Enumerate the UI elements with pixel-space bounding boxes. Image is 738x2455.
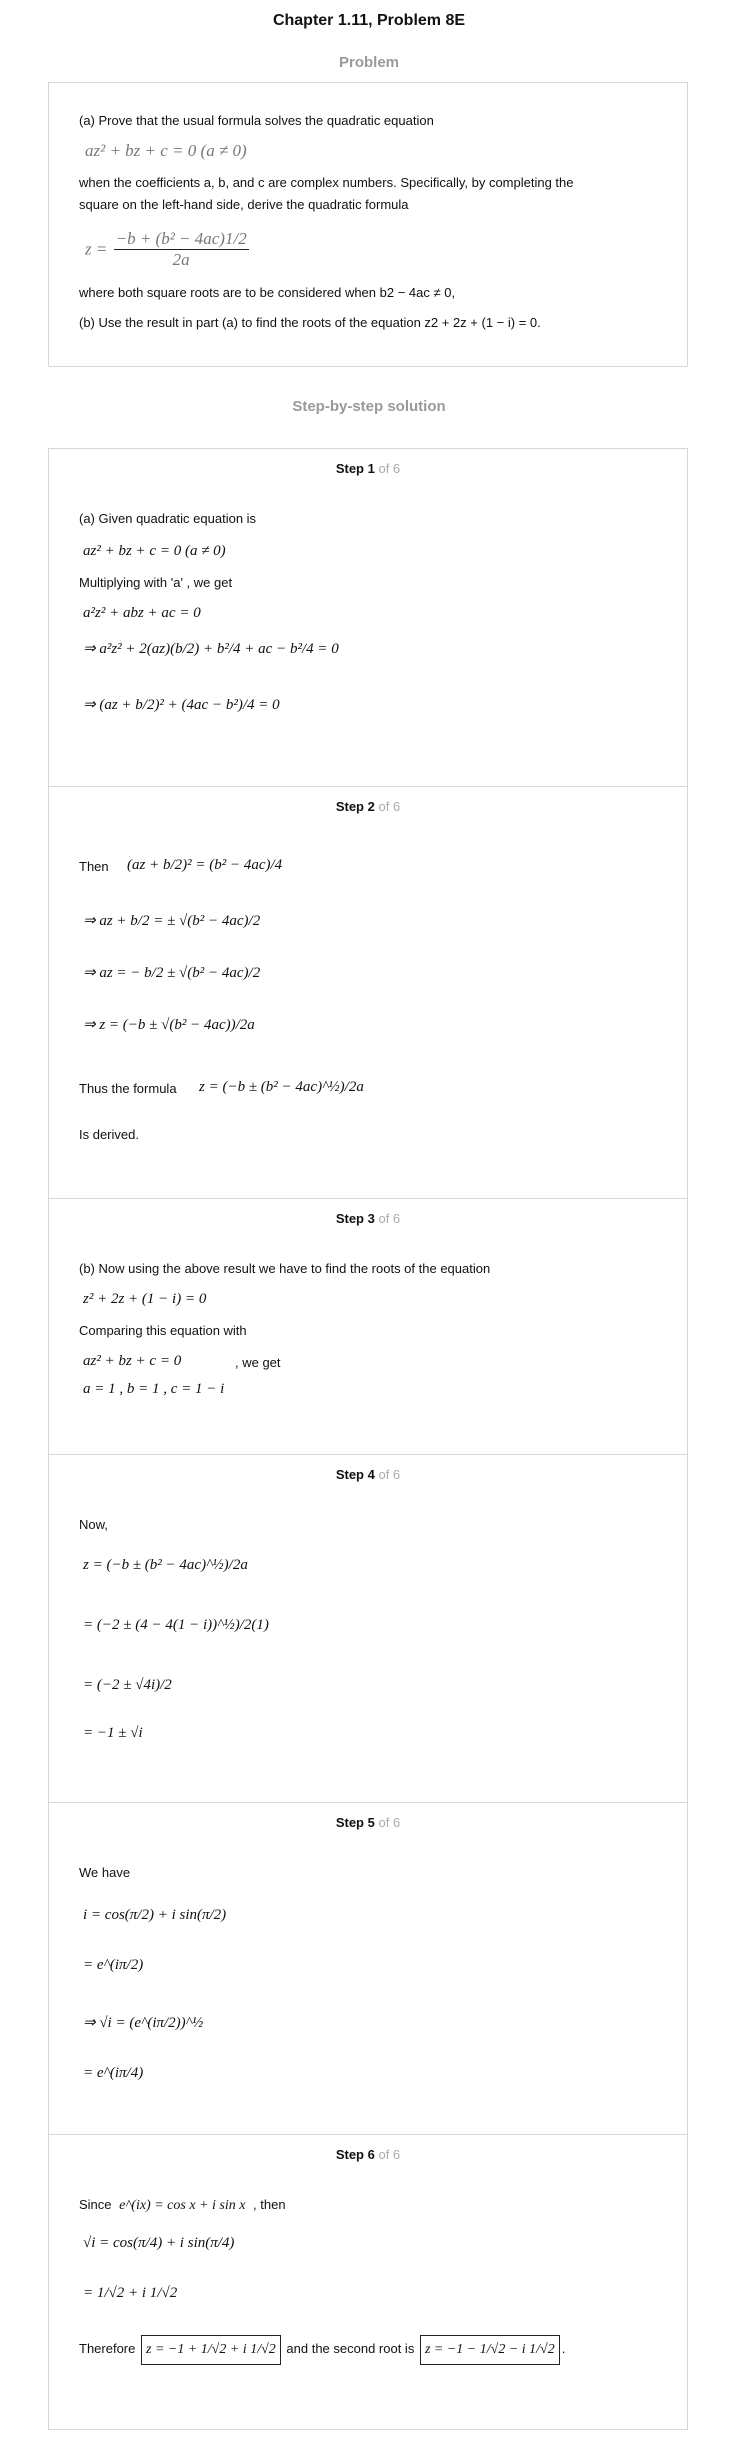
step-4-text-1: Now, [79, 1517, 108, 1532]
root-2-box: z = −1 − 1/√2 − i 1/√2 [420, 2335, 560, 2365]
step-5-heading: Step 5 of 6 [335, 1815, 401, 1830]
step-6-text-1: Since e^(ix) = cos x + i sin x , then [79, 2197, 286, 2213]
step-1-eq-4: ⇒ (az + b/2)² + (4ac − b²)/4 = 0 [83, 697, 280, 713]
step-2-text-1: Then [79, 859, 109, 874]
step-2-eq-3: ⇒ az = − b/2 ± √(b² − 4ac)/2 [83, 965, 261, 981]
problem-heading: Problem [338, 54, 399, 71]
step-2-eq-2: ⇒ az + b/2 = ± √(b² − 4ac)/2 [83, 913, 261, 929]
step-4-eq-4: = −1 ± √i [83, 1725, 143, 1741]
step-5-eq-4: = e^(iπ/4) [83, 2065, 144, 2081]
step-4-eq-1: z = (−b ± (b² − 4ac)^½)/2a [83, 1557, 248, 1573]
step-5 [48, 1802, 688, 2134]
step-4-eq-3: = (−2 ± √4i)/2 [83, 1677, 172, 1693]
step-1-eq-3: ⇒ a²z² + 2(az)(b/2) + b²/4 + ac − b²/4 = 0 [83, 641, 339, 657]
step-3-text-2: Comparing this equation with [79, 1323, 247, 1338]
problem-box [48, 82, 688, 367]
step-4-heading: Step 4 of 6 [335, 1467, 401, 1482]
solution-heading: Step-by-step solution [292, 398, 446, 415]
step-6-heading: Step 6 of 6 [335, 2147, 401, 2162]
step-4-eq-2: = (−2 ± (4 − 4(1 − i))^½)/2(1) [83, 1617, 269, 1633]
problem-line-2: when the coefficients a, b, and c are complex numbers. Specifically, by completing the [79, 175, 574, 190]
step-1-heading: Step 1 of 6 [335, 461, 401, 476]
problem-equation-1: az² + bz + c = 0 (a ≠ 0) [85, 141, 247, 160]
step-3 [48, 1198, 688, 1454]
step-5-eq-1: i = cos(π/2) + i sin(π/2) [83, 1907, 227, 1923]
step-2-text-3: Is derived. [79, 1127, 139, 1142]
step-6 [48, 2134, 688, 2430]
root-1-box: z = −1 + 1/√2 + i 1/√2 [141, 2335, 281, 2365]
step-5-eq-2: = e^(iπ/2) [83, 1957, 144, 1973]
problem-equation-2: z = $\frac{\text{−b + (b² − 4ac)1/2}}{2a}$ [85, 229, 247, 269]
step-3-eq-3: a = 1 , b = 1 , c = 1 − i [83, 1381, 225, 1397]
problem-line-5: (b) Use the result in part (a) to find the roots of the equation z2 + 2z + (1 − i) = 0. [79, 315, 541, 330]
step-3-eq-2: az² + bz + c = 0 [83, 1353, 182, 1369]
step-2-eq-1: (az + b/2)² = (b² − 4ac)/4 [127, 857, 283, 873]
step-1-eq-2: a²z² + abz + ac = 0 [83, 605, 201, 621]
page-title: Chapter 1.11, Problem 8E [272, 12, 466, 29]
step-5-text-1: We have [79, 1865, 131, 1880]
step-3-eq-1: z² + 2z + (1 − i) = 0 [83, 1291, 207, 1307]
step-2-text-2: Thus the formula [79, 1081, 177, 1096]
step-1-text-2: Multiplying with 'a' , we get [79, 575, 233, 590]
step-1-eq-1: az² + bz + c = 0 (a ≠ 0) [83, 543, 226, 559]
step-3-heading: Step 3 of 6 [335, 1211, 401, 1226]
step-2-eq-5: z = (−b ± (b² − 4ac)^½)/2a [199, 1079, 364, 1095]
step-3-text-3: , we get [235, 1355, 281, 1370]
step-6-eq-2: = 1/√2 + i 1/√2 [83, 2285, 178, 2301]
step-2-heading: Step 2 of 6 [335, 799, 401, 814]
step-1-text-1: (a) Given quadratic equation is [79, 511, 257, 526]
step-6-eq-1: √i = cos(π/4) + i sin(π/4) [83, 2235, 235, 2251]
problem-line-3: square on the left-hand side, derive the quadratic formula [79, 197, 409, 212]
step-6-result-line: Therefore z = −1 + 1/√2 + i 1/√2 and the second root is z = −1 − 1/√2 − i 1/√2 . [79, 2335, 565, 2365]
step-4 [48, 1454, 688, 1802]
step-2 [48, 786, 688, 1198]
problem-line-1: (a) Prove that the usual formula solves the quadratic equation [79, 113, 434, 128]
step-1 [48, 448, 688, 786]
step-3-text-1: (b) Now using the above result we have to find the roots of the equation [79, 1261, 491, 1276]
problem-line-4: where both square roots are to be considered when b2 − 4ac ≠ 0, [79, 285, 456, 300]
step-2-eq-4: ⇒ z = (−b ± √(b² − 4ac))/2a [83, 1017, 255, 1033]
step-5-eq-3: ⇒ √i = (e^(iπ/2))^½ [83, 2015, 204, 2031]
